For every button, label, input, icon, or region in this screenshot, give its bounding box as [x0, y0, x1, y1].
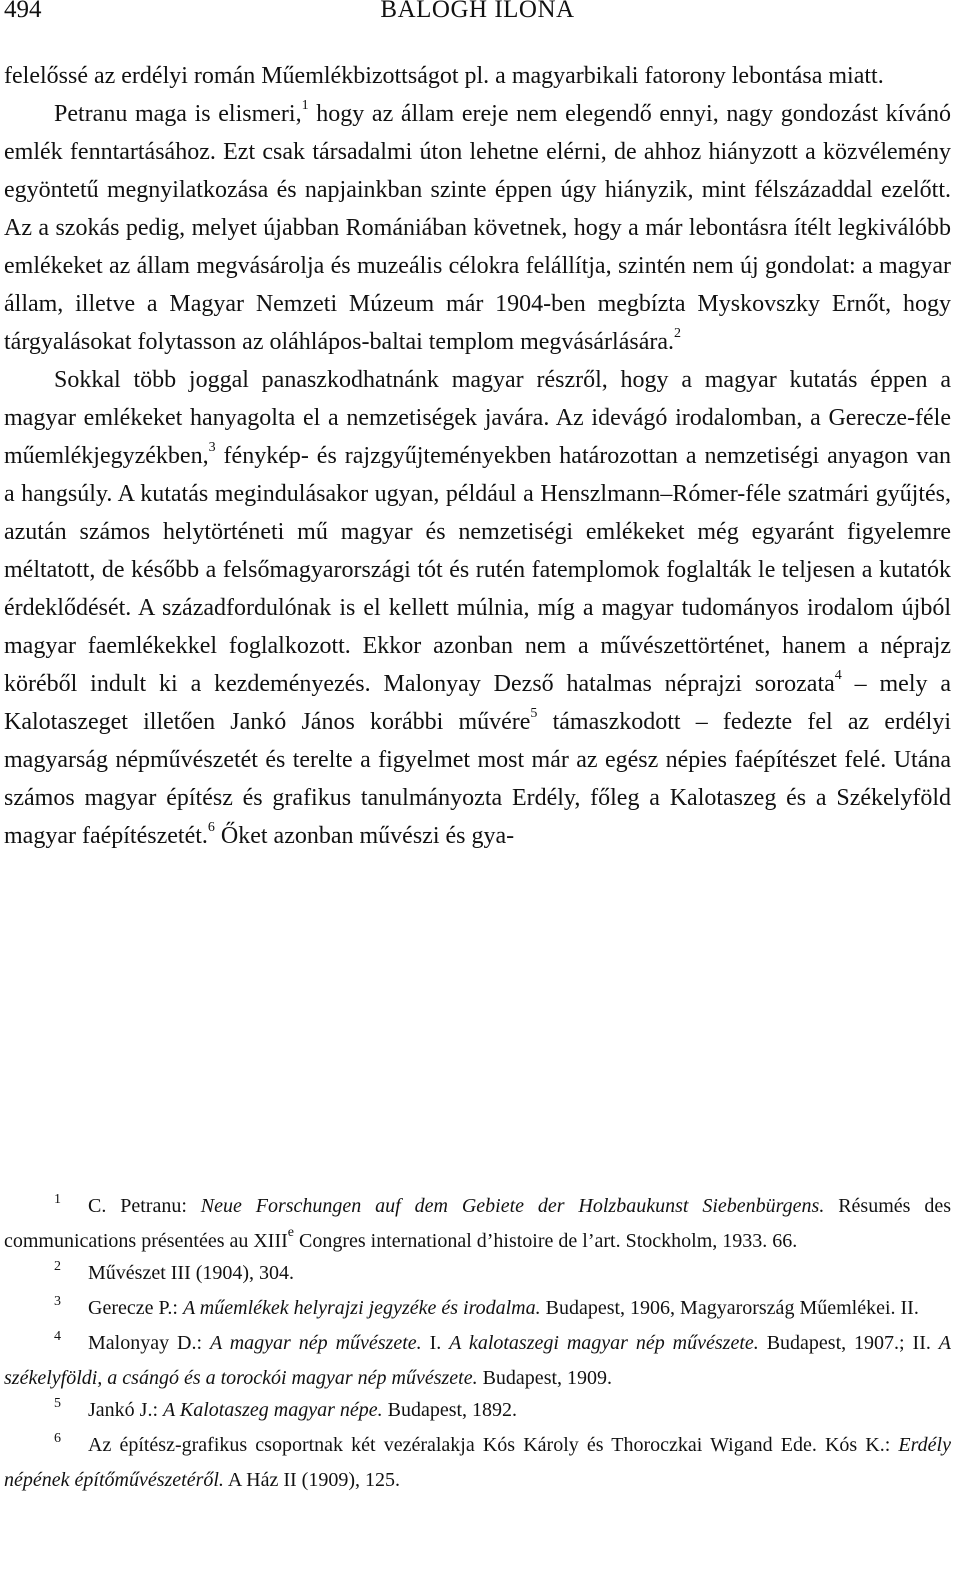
- page-number: 494: [4, 0, 42, 23]
- text-run: Budapest, 1909.: [477, 1367, 613, 1389]
- text-run: támaszkodott – fedezte fel az erdélyi magyarság népművészetét és terelte a figyelmet most már az egész népies faépítészet felé. Utána számos magyar építész és grafikus tanulmányozta Erdély, főleg a Kalotaszeg és a Székelyföld magyar faépítészetét.: [4, 709, 951, 849]
- text-run: C. Petranu:: [88, 1195, 201, 1217]
- footnote-reference: 2: [674, 326, 681, 341]
- text-run: Jankó J.:: [88, 1399, 163, 1421]
- italic-title: A magyar nép művészete.: [209, 1332, 422, 1354]
- text-run: Az építész-grafikus csoportnak két vezéralakja Kós Károly és Thoroczkai Wigand Ede. Kós K.:: [88, 1434, 899, 1456]
- text-run: Résumés des communications présentées au XIII: [4, 1195, 951, 1252]
- footnote: [4, 1292, 951, 1327]
- text-run: Congres international d’histoire de l’art. Stockholm, 1933. 66.: [294, 1230, 798, 1252]
- footnote-reference: 6: [207, 820, 215, 835]
- text-run: Őket azonban művészi és gya-: [214, 823, 515, 849]
- footnote: [4, 1257, 951, 1292]
- text-run: Gerecze P.:: [88, 1297, 183, 1319]
- footnote-reference: 5: [530, 706, 538, 721]
- footnote: [4, 1327, 951, 1394]
- text-run: Művészet III (1904), 304.: [88, 1262, 295, 1284]
- book-page: [4, 0, 951, 1491]
- footnote: [4, 1429, 951, 1496]
- footnote: [4, 1394, 951, 1429]
- page-header: [4, 0, 951, 30]
- footnote-reference: 1: [301, 98, 309, 113]
- text-run: Budapest, 1907.; II.: [758, 1332, 939, 1354]
- footnote-number: 2: [54, 1259, 61, 1274]
- footnote-reference: 3: [208, 440, 216, 455]
- footnote-number: 3: [54, 1294, 61, 1309]
- text-run: fénykép- és rajzgyűjteményekben határozottan a nemzetiségi anyagon van a hangsúly. A kutatás megindulásakor ugyan, például a Henszlmann–Rómer-féle szatmári gyűjtés, azután számos helytörténeti mű magyar és nemzetiségi emlékeket még egyaránt figyelemre méltatott, de később a felsőmagyarországi tót és rutén fatemplomok foglalták le teljesen a kutatók érdeklődését. A századfordulónak is el kellett múlnia, míg a magyar tudományos irodalom újból magyar faemlékekkel foglalkozott. Ekkor azonban nem a művészettörténet, hanem a néprajz köréből indult ki a kezdeményezés. Malonyay Dezső hatalmas néprajzi sorozata: [4, 443, 951, 697]
- text-run: Petranu maga is elismeri,: [54, 101, 302, 127]
- paragraph: [4, 57, 951, 95]
- paragraph: [4, 361, 951, 855]
- text-run: I.: [421, 1332, 450, 1354]
- paragraph: [4, 95, 951, 361]
- footnote-number: 4: [54, 1329, 61, 1344]
- italic-title: Neue Forschungen auf dem Gebiete der Holzbaukunst Siebenbürgens.: [200, 1195, 825, 1217]
- italic-title: A Kalotaszeg magyar népe.: [163, 1399, 383, 1421]
- running-title: BALOGH ILONA: [380, 0, 575, 23]
- italic-title: A műemlékek helyrajzi jegyzéke és irodalma.: [182, 1297, 541, 1319]
- text-run: Budapest, 1892.: [382, 1399, 518, 1421]
- text-run: felelőssé az erdélyi román Műemlékbizottságot pl. a magyarbikali fatorony lebontása miatt.: [4, 63, 884, 89]
- main-text: [4, 57, 951, 855]
- footnote-number: 5: [54, 1396, 61, 1411]
- italic-title: A kalotaszegi magyar nép művészete.: [449, 1332, 759, 1354]
- footnotes: [4, 1190, 951, 1496]
- text-run: Budapest, 1906, Magyarország Műemlékei. II.: [540, 1297, 919, 1319]
- italic-title: Erdély népének építőművészetéről.: [4, 1434, 951, 1491]
- text-run: Malonyay D.:: [88, 1332, 210, 1354]
- text-run: hogy az állam ereje nem elegendő ennyi, nagy gondozást kívánó emlék fenntartásához. Ezt csak társadalmi úton lehetne elérni, de ahhoz hiányzott a közvélemény egyöntetű megnyilatkozása és napjainkban szinte éppen úgy hiányzik, mint félszázaddal ezelőtt. Az a szokás pedig, melyet újabban Romániában követnek, hogy a már lebontásra ítélt legkiválóbb emlékeket az állam megvásárolja és muzeális célokra felállítja, szintén nem új gondolat: a magyar állam, illetve a Magyar Nemzeti Múzeum már 1904-ben megbízta Myskovszky Ernőt, hogy tárgyalásokat folytasson az oláhlápos-baltai templom megvásárlására.: [4, 101, 951, 355]
- footnote-reference: e: [287, 1225, 295, 1241]
- footnote: [4, 1190, 951, 1257]
- footnote-number: 1: [54, 1192, 61, 1207]
- text-run: – mely a Kalotaszeget illetően Jankó János korábbi művére: [4, 671, 951, 735]
- footnote-number: 6: [54, 1431, 61, 1446]
- italic-title: A székelyföldi, a csángó és a torockói magyar nép művészete.: [4, 1332, 951, 1389]
- footnote-reference: 4: [834, 668, 842, 683]
- text-run: A Ház II (1909), 125.: [223, 1469, 400, 1491]
- text-run: Sokkal több joggal panaszkodhatnánk magyar részről, hogy a magyar kutatás éppen a magyar emlékeket hanyagolta el a nemzetiségek javára. Az idevágó irodalomban, a Gerecze-féle műemlékjegyzékben,: [4, 367, 951, 469]
